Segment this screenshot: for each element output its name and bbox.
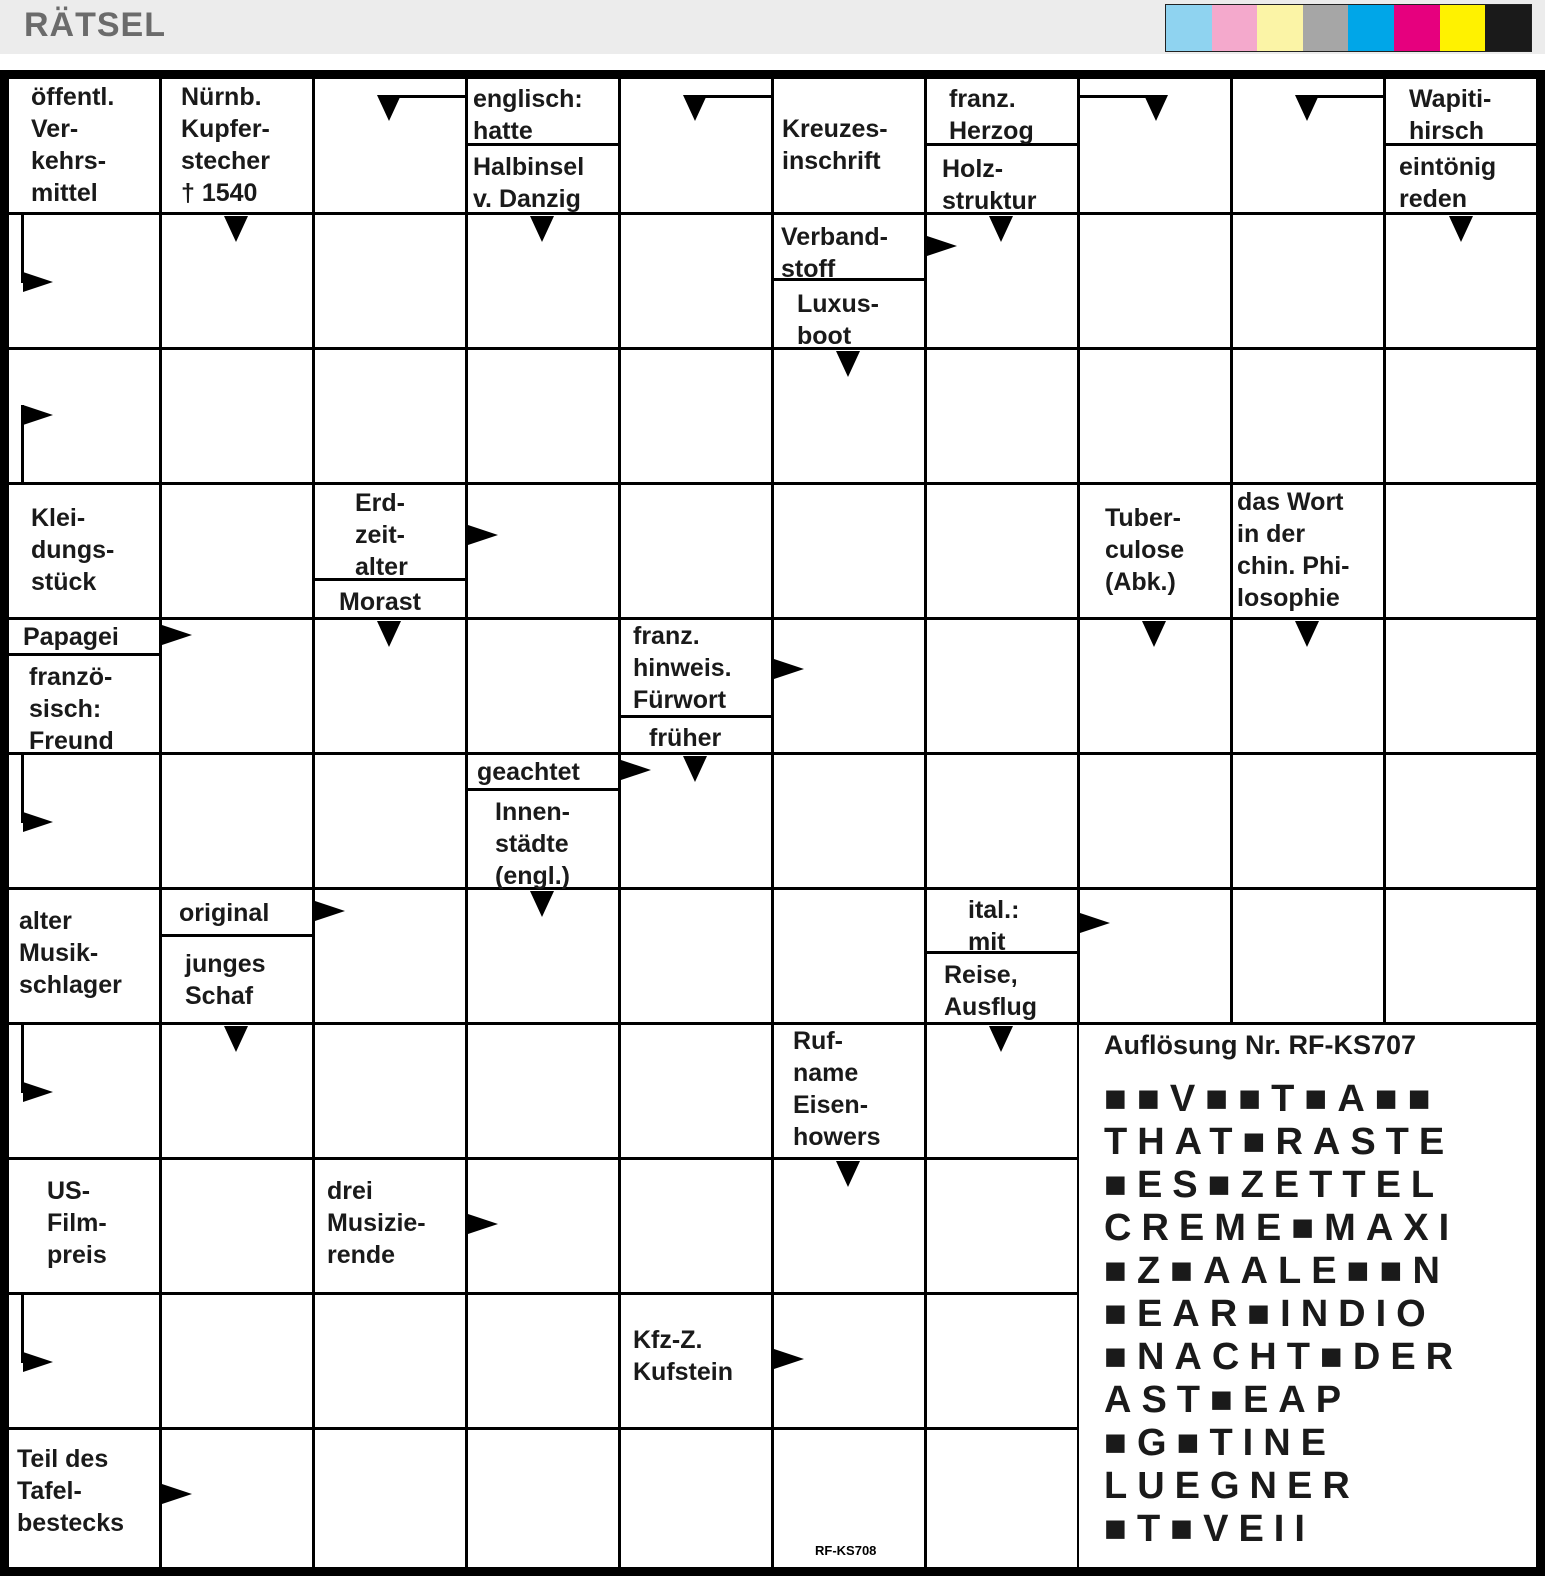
- solution-title: Auflösung Nr. RF-KS707: [1104, 1030, 1417, 1060]
- clue-text: Erd- zeit- alter: [355, 489, 408, 581]
- arrow-down-icon: [224, 216, 248, 242]
- solution-row: ■Z■AALE■■N: [1104, 1250, 1450, 1292]
- page-title: RÄTSEL: [24, 6, 166, 44]
- bent-arrow-right-icon: [23, 812, 53, 832]
- grid-line: [618, 79, 621, 1567]
- arrow-down-icon: [530, 891, 554, 917]
- clue-text: Holz- struktur: [942, 155, 1037, 215]
- solution-row: THAT■RASTE: [1104, 1121, 1455, 1163]
- solution-row: CREME■MAXI: [1104, 1207, 1460, 1249]
- clue-text: Kfz-Z. Kufstein: [633, 1326, 733, 1386]
- grid-line: [771, 79, 774, 1567]
- clue-text: eintönig reden: [1399, 153, 1497, 213]
- clue-text: franz. Herzog: [949, 85, 1034, 145]
- color-swatch: [1394, 5, 1440, 51]
- clue-text: das Wort in der chin. Phi- losophie: [1237, 488, 1350, 612]
- bent-arrow-right-icon: [23, 1082, 53, 1102]
- clue-split-line: [9, 653, 159, 656]
- arrow-right-icon: [468, 525, 498, 545]
- arrow-right-icon: [774, 659, 804, 679]
- color-swatch: [1212, 5, 1258, 51]
- color-swatch: [1303, 5, 1349, 51]
- arrow-right-icon: [621, 760, 651, 780]
- clue-text: original: [179, 899, 270, 927]
- clue-split-line: [159, 934, 312, 937]
- arrow-down-icon: [683, 756, 707, 782]
- solution-row: ■EAR■INDIO: [1104, 1293, 1436, 1335]
- arrow-right-icon: [1080, 913, 1110, 933]
- color-swatch: [1440, 5, 1486, 51]
- grid-line: [159, 79, 162, 1567]
- clue-text: Innen- städte (engl.): [495, 798, 570, 890]
- arrow-right-icon: [927, 236, 957, 256]
- solution-row: ■T■VEII: [1104, 1508, 1315, 1550]
- arrow-down-icon: [1449, 216, 1473, 242]
- color-swatch: [1166, 5, 1212, 51]
- solution-row: ■G■TINE: [1104, 1422, 1337, 1464]
- bent-arrow-down-icon: [1295, 95, 1319, 121]
- arrow-right-icon: [315, 901, 345, 921]
- bent-arrow-down-icon: [377, 95, 401, 121]
- grid-line: [465, 79, 468, 1567]
- clue-text: englisch: hatte: [473, 85, 583, 145]
- clue-text: US- Film- preis: [47, 1177, 107, 1269]
- clue-text: Tuber- culose (Abk.): [1105, 504, 1185, 596]
- solution-row: ■NACHT■DER: [1104, 1336, 1464, 1378]
- clue-text: Ruf- name Eisen- howers: [793, 1027, 881, 1151]
- clue-text: Morast: [339, 588, 421, 616]
- color-swatch: [1257, 5, 1303, 51]
- clue-text: Kreuzes- inschrift: [782, 115, 888, 175]
- arrow-right-icon: [774, 1349, 804, 1369]
- page-header: [0, 0, 1545, 54]
- arrow-down-icon: [1295, 621, 1319, 647]
- grid-line: [924, 79, 927, 1567]
- arrow-down-icon: [836, 351, 860, 377]
- color-swatch: [1485, 5, 1531, 51]
- arrow-right-icon: [468, 1214, 498, 1234]
- clue-text: Halbinsel v. Danzig: [473, 153, 585, 213]
- clue-text: früher: [649, 724, 722, 752]
- color-swatch: [1348, 5, 1394, 51]
- clue-text: Reise, Ausflug: [944, 961, 1038, 1021]
- solution-row: ■ES■ZETTEL: [1104, 1164, 1445, 1206]
- grid-line: [312, 79, 315, 1567]
- clue-text: Papagei: [23, 623, 119, 651]
- puzzle-code: RF-KS708: [815, 1543, 877, 1558]
- clue-text: Klei- dungs- stück: [31, 504, 115, 596]
- clue-text: franzö- sisch: Freund: [29, 663, 114, 755]
- arrow-down-icon: [224, 1026, 248, 1052]
- solution-row: AST■EAP: [1104, 1379, 1352, 1421]
- arrow-right-icon: [162, 1484, 192, 1504]
- clue-text: Wapiti- hirsch: [1409, 85, 1492, 145]
- clue-text: geachtet: [477, 758, 580, 786]
- clue-text: Luxus- boot: [797, 290, 879, 350]
- arrow-down-icon: [989, 216, 1013, 242]
- solution-row: LUEGNER: [1104, 1465, 1360, 1507]
- clue-text: alter Musik- schlager: [19, 907, 122, 999]
- clue-text: Verband- stoff: [781, 223, 888, 283]
- bent-arrow-right-icon: [23, 405, 53, 425]
- clue-text: junges Schaf: [185, 950, 266, 1010]
- solution-row: ■■V■■T■A■■: [1104, 1078, 1441, 1120]
- clue-text: öffentl. Ver- kehrs- mittel: [31, 83, 115, 207]
- clue-text: ital.: mit: [968, 896, 1020, 956]
- arrow-down-icon: [1142, 621, 1166, 647]
- bent-arrow-right-icon: [23, 272, 53, 292]
- arrow-down-icon: [377, 621, 401, 647]
- bent-arrow-down-icon: [1144, 95, 1168, 121]
- arrow-down-icon: [836, 1161, 860, 1187]
- arrow-down-icon: [530, 216, 554, 242]
- clue-text: franz. hinweis. Fürwort: [633, 622, 732, 714]
- clue-split-line: [465, 788, 618, 791]
- clue-text: drei Musizie- rende: [327, 1177, 426, 1269]
- arrow-right-icon: [162, 625, 192, 645]
- arrow-down-icon: [989, 1026, 1013, 1052]
- color-calibration-bar: [1165, 4, 1532, 52]
- clue-text: Teil des Tafel- bestecks: [17, 1445, 125, 1537]
- clue-text: Nürnb. Kupfer- stecher † 1540: [181, 83, 270, 207]
- bent-arrow-right-icon: [23, 1352, 53, 1372]
- bent-arrow-down-icon: [683, 95, 707, 121]
